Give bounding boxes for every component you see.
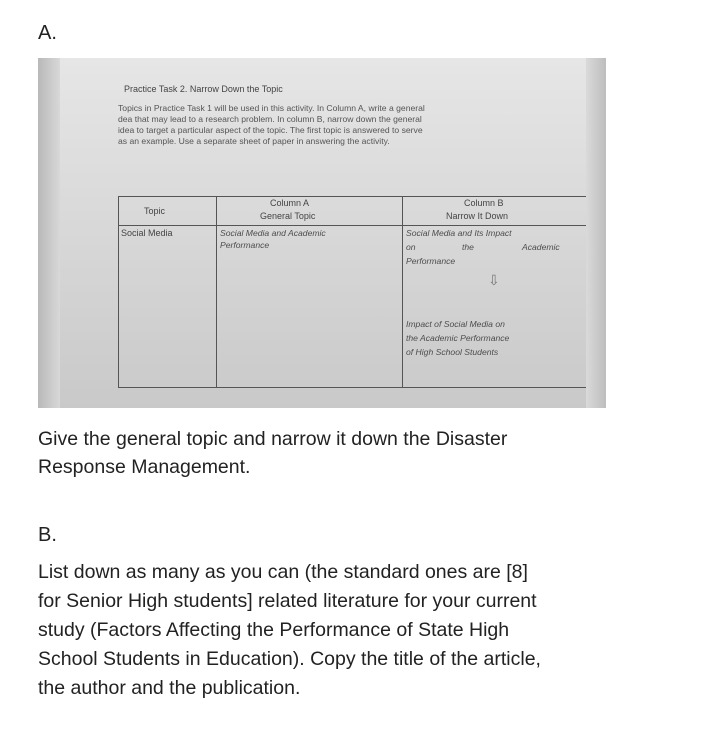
table-border-right [595, 196, 596, 388]
question-line: Response Management. [38, 456, 251, 478]
question-line: School Students in Education). Copy the title of the article, [38, 648, 541, 670]
final-topic-line: of High School Students [406, 347, 499, 357]
topic-table [118, 196, 596, 388]
narrow-word: the [462, 242, 474, 252]
section-a-letter: A. [38, 22, 57, 44]
table-header-divider [118, 225, 596, 226]
row-topic: Social Media [121, 228, 173, 238]
question-line: for Senior High students] related literature for your current [38, 590, 537, 612]
table-border-bottom [118, 387, 596, 388]
narrow-word: Academic [522, 242, 560, 252]
header-col-b-sub: Narrow It Down [446, 211, 509, 221]
question-line: List down as many as you can (the standard ones are [8] [38, 561, 528, 583]
narrow-line: Performance [406, 256, 456, 266]
header-col-a: Column A [270, 198, 310, 208]
question-line: the author and the publication. [38, 677, 301, 699]
narrow-line: Social Media and Its Impact [406, 228, 512, 238]
table-col-divider [216, 196, 217, 388]
header-col-a-sub: General Topic [260, 211, 316, 221]
instruction-line: dea that may lead to a research problem. In column B, narrow down the general [118, 114, 422, 124]
header-col-b: Column B [464, 198, 504, 208]
narrow-word: on [406, 242, 416, 252]
question-b [38, 558, 698, 703]
final-topic-line: the Academic Performance [406, 333, 510, 343]
question-line: Give the general topic and narrow it down the Disaster [38, 428, 508, 450]
question-line: study (Factors Affecting the Performance of State High [38, 619, 510, 641]
instruction-line: as an example. Use a separate sheet of paper in answering the activity. [118, 136, 390, 146]
table-border-left [118, 196, 119, 388]
section-b-letter: B. [38, 524, 57, 546]
worksheet-photo [38, 58, 606, 408]
final-topic-line: Impact of Social Media on [406, 319, 505, 329]
worksheet-title: Practice Task 2. Narrow Down the Topic [124, 84, 283, 94]
worksheet-instructions [118, 103, 594, 147]
instruction-line: idea to target a particular aspect of the topic. The first topic is answered to serve [118, 125, 423, 135]
question-a [38, 425, 698, 481]
general-topic-line: Social Media and Academic [220, 228, 326, 238]
header-topic: Topic [144, 206, 166, 216]
instruction-line: Topics in Practice Task 1 will be used in this activity. In Column A, write a general [118, 103, 425, 113]
general-topic-line: Performance [220, 240, 270, 250]
down-arrow-icon: ⇩ [488, 272, 500, 288]
table-border-top [118, 196, 596, 197]
table-col-divider [402, 196, 403, 388]
